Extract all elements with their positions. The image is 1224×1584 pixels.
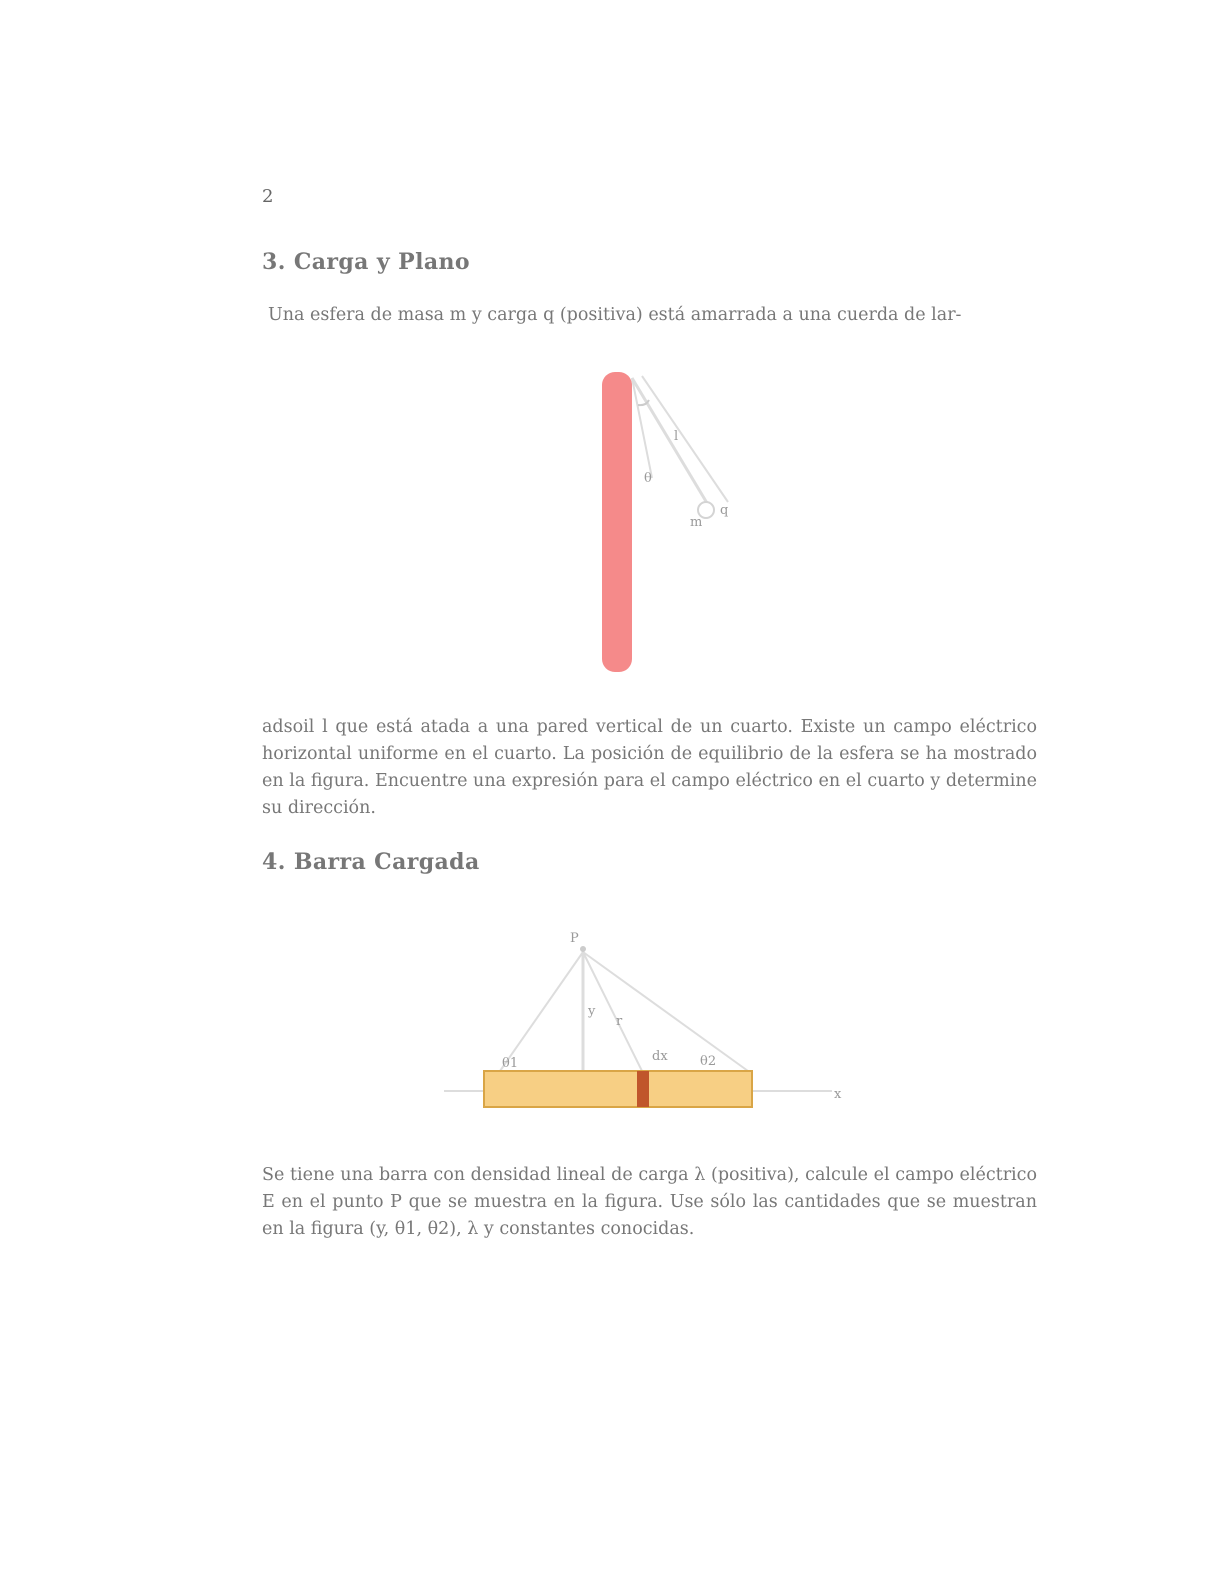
section-4-body-paragraph: Se tiene una barra con densidad lineal de carga λ (positiva), calcule el campo eléctrico E en el punto P que se muestra en la figura. Use sólo las cantidades que se muestran en la figura (y, θ1, θ2), λ y constantes conocidas.	[262, 1165, 1037, 1239]
section-title-carga-plano: 3. Carga y Plano	[262, 249, 470, 275]
charged-rod-figure	[430, 920, 870, 1120]
page-number: 2	[262, 186, 274, 207]
theta1-label: θ1	[502, 1056, 519, 1071]
dx-label: dx	[652, 1049, 668, 1064]
charged-rod	[484, 1071, 752, 1107]
y-label: y	[588, 1004, 596, 1019]
section-3-intro-paragraph: Una esfera de masa m y carga q (positiva) está amarrada a una cuerda de lar-	[268, 305, 962, 325]
string-line	[632, 378, 710, 508]
x-axis-label: x	[834, 1087, 842, 1102]
mass-label: m	[690, 515, 703, 530]
rod-element-dx	[637, 1071, 649, 1107]
point-p-marker	[580, 946, 586, 952]
section-3-body-paragraph: adsoil l que está atada a una pared vertical de un cuarto. Existe un campo eléctrico horizontal uniforme en el cuarto. La posición de equilibrio de la esfera se ha mostrado en la figura. Encuentre una expresión para el campo eléctrico en el cuarto y determine su dirección.	[262, 717, 1037, 818]
vertical-wall	[602, 372, 632, 672]
section-title-barra-cargada: 4. Barra Cargada	[262, 849, 480, 875]
charge-label: q	[720, 503, 729, 518]
theta2-label: θ2	[700, 1054, 717, 1069]
r-label: r	[616, 1014, 623, 1029]
line-to-rod-left	[500, 952, 583, 1071]
charged-sphere-figure	[560, 360, 760, 680]
string-length-marker	[642, 376, 728, 502]
point-p-label: P	[570, 931, 579, 946]
angle-theta-label: θ	[644, 471, 652, 486]
length-l-label: l	[674, 429, 679, 444]
